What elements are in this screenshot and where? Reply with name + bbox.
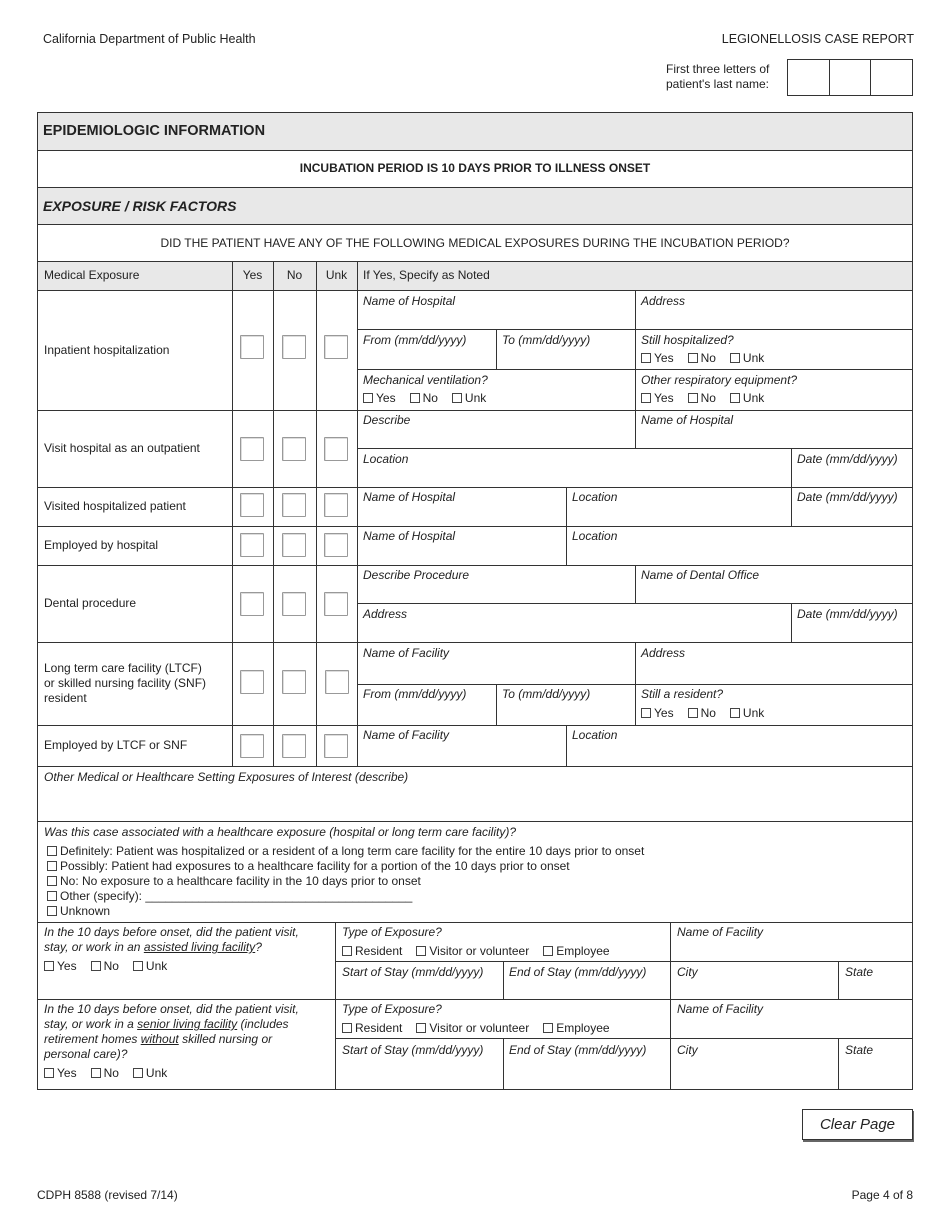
senior-state[interactable]: State xyxy=(845,1043,874,1057)
subsection-title: EXPOSURE / RISK FACTORS xyxy=(43,198,237,214)
senior-living-question: In the 10 days before onset, did the patient visit, stay, or work in a senior living facility (includes retirement homes without skilled nursing or personal care)? xyxy=(44,1002,299,1061)
visited-date[interactable]: Date (mm/dd/yyyy) xyxy=(797,490,898,504)
checkbox-icon xyxy=(47,906,57,916)
department-name: California Department of Public Health xyxy=(43,32,256,46)
healthcare-assoc-question: Was this case associated with a healthcare exposure (hospital or long term care facility)? xyxy=(44,825,517,839)
report-title: LEGIONELLOSIS CASE REPORT xyxy=(721,32,914,46)
assisted-start-date[interactable]: Start of Stay (mm/dd/yyyy) xyxy=(342,965,484,979)
visited-unk-checkbox[interactable] xyxy=(324,493,348,517)
col-header-unk: Unk xyxy=(325,268,348,282)
checkbox-icon xyxy=(47,876,57,886)
outpatient-hospital-name[interactable]: Name of Hospital xyxy=(641,413,734,427)
assisted-facility-name[interactable]: Name of Facility xyxy=(677,925,764,939)
employed-hospital-name[interactable]: Name of Hospital xyxy=(363,529,456,543)
employed-ltcf-yes-checkbox[interactable] xyxy=(240,734,264,758)
still-resident-options[interactable]: Yes No Unk xyxy=(641,706,764,720)
checkbox-icon xyxy=(47,891,57,901)
dental-describe[interactable]: Describe Procedure xyxy=(363,568,470,582)
mech-vent-options[interactable]: Yes No Unk xyxy=(363,391,486,405)
checkbox-icon xyxy=(91,1068,101,1078)
employed-ltcf-facility-name[interactable]: Name of Facility xyxy=(363,728,450,742)
inpatient-unk-checkbox[interactable] xyxy=(324,335,348,359)
inpatient-no-checkbox[interactable] xyxy=(282,335,306,359)
section-title: EPIDEMIOLOGIC INFORMATION xyxy=(43,123,266,139)
checkbox-icon xyxy=(416,946,426,956)
checkbox-icon xyxy=(410,393,420,403)
outpatient-location[interactable]: Location xyxy=(363,452,409,466)
row-label-outpatient: Visit hospital as an outpatient xyxy=(44,441,200,455)
senior-city[interactable]: City xyxy=(677,1043,698,1057)
epidemiologic-form xyxy=(37,112,913,1090)
outpatient-unk-checkbox[interactable] xyxy=(324,437,348,461)
checkbox-icon xyxy=(543,946,553,956)
outpatient-yes-checkbox[interactable] xyxy=(240,437,264,461)
healthcare-option-other[interactable]: Other (specify): ________________________________________ xyxy=(47,889,644,904)
checkbox-icon xyxy=(641,393,651,403)
visited-yes-checkbox[interactable] xyxy=(240,493,264,517)
assisted-type-options[interactable]: Resident Visitor or volunteer Employee xyxy=(342,944,610,958)
employed-ltcf-unk-checkbox[interactable] xyxy=(324,734,348,758)
form-id: CDPH 8588 (revised 7/14) xyxy=(37,1188,178,1202)
checkbox-icon xyxy=(688,708,698,718)
still-hospitalized-label: Still hospitalized? xyxy=(641,333,734,347)
employed-hospital-no-checkbox[interactable] xyxy=(282,533,306,557)
senior-facility-name[interactable]: Name of Facility xyxy=(677,1002,764,1016)
employed-ltcf-no-checkbox[interactable] xyxy=(282,734,306,758)
row-label-employed-hospital: Employed by hospital xyxy=(44,538,159,552)
employed-hospital-location[interactable]: Location xyxy=(572,529,618,543)
assisted-end-date[interactable]: End of Stay (mm/dd/yyyy) xyxy=(509,965,647,979)
col-header-yes: Yes xyxy=(242,268,263,282)
visited-location[interactable]: Location xyxy=(572,490,618,504)
checkbox-icon xyxy=(452,393,462,403)
outpatient-date[interactable]: Date (mm/dd/yyyy) xyxy=(797,452,898,466)
assisted-living-question: In the 10 days before onset, did the patient visit, stay, or work in an assisted living facility? xyxy=(44,925,299,954)
checkbox-icon xyxy=(730,393,740,403)
dental-no-checkbox[interactable] xyxy=(282,592,306,616)
employed-hospital-unk-checkbox[interactable] xyxy=(324,533,348,557)
dental-address[interactable]: Address xyxy=(363,607,408,621)
initials-label: First three letters of patient's last name: xyxy=(666,62,770,91)
healthcare-option-no[interactable]: No: No exposure to a healthcare facility in the 10 days prior to onset xyxy=(47,874,644,889)
inpatient-address[interactable]: Address xyxy=(641,294,686,308)
senior-type-options[interactable]: Resident Visitor or volunteer Employee xyxy=(342,1021,610,1035)
incubation-note: INCUBATION PERIOD IS 10 DAYS PRIOR TO ILLNESS ONSET xyxy=(299,161,651,175)
initial-box-3[interactable] xyxy=(871,60,912,95)
senior-end-date[interactable]: End of Stay (mm/dd/yyyy) xyxy=(509,1043,647,1057)
inpatient-from-date[interactable]: From (mm/dd/yyyy) xyxy=(363,333,467,347)
checkbox-icon xyxy=(342,946,352,956)
row-label-dental: Dental procedure xyxy=(44,596,137,610)
checkbox-icon xyxy=(416,1023,426,1033)
checkbox-icon xyxy=(91,961,101,971)
checkbox-icon xyxy=(44,961,54,971)
inpatient-to-date[interactable]: To (mm/dd/yyyy) xyxy=(502,333,591,347)
employed-ltcf-location[interactable]: Location xyxy=(572,728,618,742)
assisted-city[interactable]: City xyxy=(677,965,698,979)
visited-hospital-name[interactable]: Name of Hospital xyxy=(363,490,456,504)
checkbox-icon xyxy=(641,353,651,363)
assisted-living-options[interactable]: Yes No Unk xyxy=(44,959,167,973)
checkbox-icon xyxy=(641,708,651,718)
senior-living-options[interactable]: Yes No Unk xyxy=(44,1066,167,1080)
checkbox-icon xyxy=(688,393,698,403)
still-hospitalized-options[interactable]: Yes No Unk xyxy=(641,351,764,365)
checkbox-icon xyxy=(543,1023,553,1033)
initials-boxes xyxy=(787,59,913,96)
ltcf-yes-checkbox[interactable] xyxy=(240,670,264,694)
initial-box-2[interactable] xyxy=(830,60,872,95)
dental-yes-checkbox[interactable] xyxy=(240,592,264,616)
outpatient-describe[interactable]: Describe xyxy=(363,413,411,427)
healthcare-option-unknown[interactable]: Unknown xyxy=(47,904,644,919)
employed-hospital-yes-checkbox[interactable] xyxy=(240,533,264,557)
mech-vent-label: Mechanical ventilation? xyxy=(363,373,488,387)
checkbox-icon xyxy=(730,353,740,363)
checkbox-icon xyxy=(133,961,143,971)
row-label-visited: Visited hospitalized patient xyxy=(44,499,186,513)
healthcare-option-possibly[interactable]: Possibly: Patient had exposures to a healthcare facility for a portion of the 10 days prior to onset xyxy=(47,859,644,874)
page-number: Page 4 of 8 xyxy=(851,1188,913,1202)
col-header-exposure: Medical Exposure xyxy=(44,268,140,282)
other-exposures-field[interactable]: Other Medical or Healthcare Setting Exposures of Interest (describe) xyxy=(44,770,409,784)
assisted-type-label: Type of Exposure? xyxy=(342,925,442,939)
dental-office-name[interactable]: Name of Dental Office xyxy=(641,568,760,582)
checkbox-icon xyxy=(363,393,373,403)
senior-type-label: Type of Exposure? xyxy=(342,1002,442,1016)
ltcf-address[interactable]: Address xyxy=(641,646,686,660)
ltcf-unk-checkbox[interactable] xyxy=(325,670,349,694)
initial-box-1[interactable] xyxy=(788,60,830,95)
row-label-ltcf: Long term care facility (LTCF) or skilled nursing facility (SNF) resident xyxy=(44,661,207,705)
ltcf-from-date[interactable]: From (mm/dd/yyyy) xyxy=(363,687,467,701)
clear-page-button[interactable]: Clear Page xyxy=(802,1109,913,1140)
row-label-employed-ltcf: Employed by LTCF or SNF xyxy=(44,738,188,752)
checkbox-icon xyxy=(133,1068,143,1078)
other-resp-label: Other respiratory equipment? xyxy=(641,373,798,387)
col-header-specify: If Yes, Specify as Noted xyxy=(363,268,490,282)
checkbox-icon xyxy=(47,861,57,871)
visited-no-checkbox[interactable] xyxy=(282,493,306,517)
assisted-state[interactable]: State xyxy=(845,965,874,979)
ltcf-to-date[interactable]: To (mm/dd/yyyy) xyxy=(502,687,591,701)
checkbox-icon xyxy=(730,708,740,718)
outpatient-no-checkbox[interactable] xyxy=(282,437,306,461)
healthcare-assoc-options xyxy=(47,844,644,919)
senior-start-date[interactable]: Start of Stay (mm/dd/yyyy) xyxy=(342,1043,484,1057)
col-header-no: No xyxy=(286,268,303,282)
checkbox-icon xyxy=(342,1023,352,1033)
checkbox-icon xyxy=(688,353,698,363)
ltcf-facility-name[interactable]: Name of Facility xyxy=(363,646,450,660)
dental-date[interactable]: Date (mm/dd/yyyy) xyxy=(797,607,898,621)
inpatient-hospital-name[interactable]: Name of Hospital xyxy=(363,294,456,308)
other-resp-options[interactable]: Yes No Unk xyxy=(641,391,764,405)
exposure-question: DID THE PATIENT HAVE ANY OF THE FOLLOWING MEDICAL EXPOSURES DURING THE INCUBATION PERIOD? xyxy=(160,236,790,250)
ltcf-no-checkbox[interactable] xyxy=(282,670,306,694)
dental-unk-checkbox[interactable] xyxy=(324,592,348,616)
healthcare-option-definitely[interactable]: Definitely: Patient was hospitalized or a resident of a long term care facility for the entire 10 days prior to onset xyxy=(47,844,644,859)
checkbox-icon xyxy=(47,846,57,856)
row-label-inpatient: Inpatient hospitalization xyxy=(44,343,170,357)
still-resident-label: Still a resident? xyxy=(641,687,724,701)
checkbox-icon xyxy=(44,1068,54,1078)
inpatient-yes-checkbox[interactable] xyxy=(240,335,264,359)
